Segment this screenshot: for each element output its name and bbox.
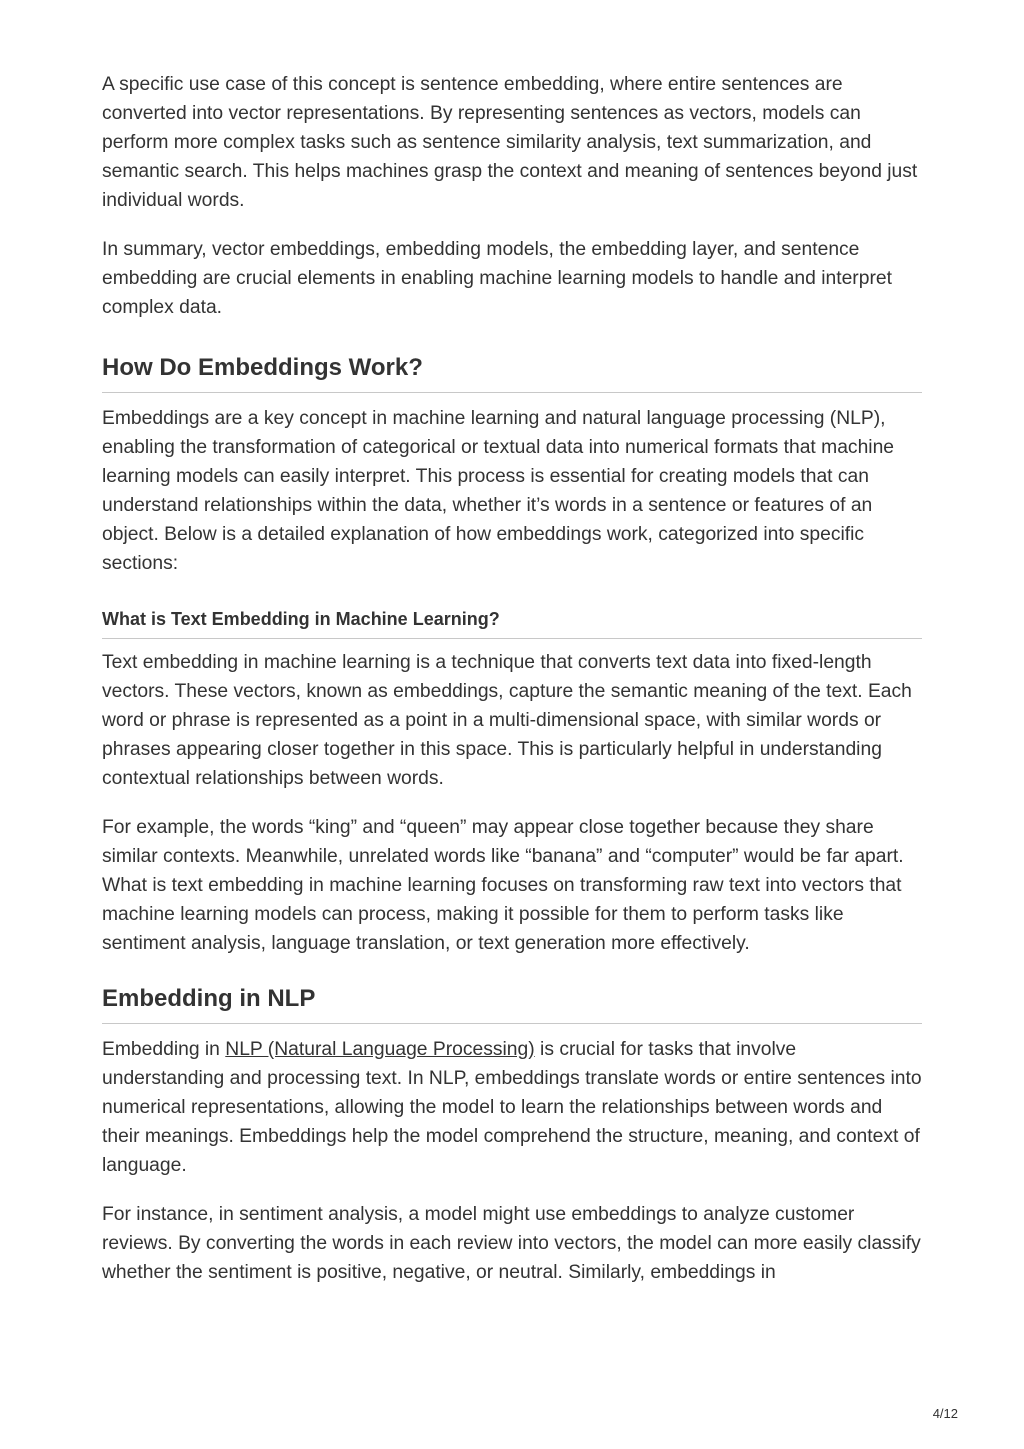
- section-heading: How Do Embeddings Work?: [102, 353, 922, 393]
- paragraph: A specific use case of this concept is sentence embedding, where entire sentences are converted into vector representations. By representing sentences as vectors, models can perform more complex tasks such as sentence similarity analysis, text summarization, and semantic search. This helps machines grasp the context and meaning of sentences beyond just individual words.: [102, 74, 918, 211]
- subsection-heading: What is Text Embedding in Machine Learning?: [102, 607, 922, 639]
- paragraph: Embeddings are a key concept in machine learning and natural language processing (NLP), enabling the transformation of categorical or textual data into numerical formats that machine learning models can easily interpret. This process is essential for creating models that can understand relationships within the data, whether it’s words in a sentence or features of an object. Below is a detailed explanation of how embeddings work, categorized into specific sections:: [102, 408, 895, 574]
- section-heading: Embedding in NLP: [102, 984, 922, 1024]
- text-span: is crucial for tasks that involve understanding and processing text. In NLP, embeddings translate words or entire sentences into numerical representations, allowing the model to learn the relationships between words and their meanings. Embeddings help the model comprehend the structure, meaning, and context of language.: [102, 1039, 922, 1176]
- page-number: 4/12: [932, 1406, 958, 1421]
- paragraph: For example, the words “king” and “queen” may appear close together because they share similar contexts. Meanwhile, unrelated words like “banana” and “computer” would be far apart. What is text embedding in machine learning focuses on transforming raw text into vectors that machine learning models can process, making it possible for them to perform tasks like sentiment analysis, language translation, or text generation more effectively.: [102, 817, 904, 954]
- paragraph: Text embedding in machine learning is a technique that converts text data into fixed-length vectors. These vectors, known as embeddings, capture the semantic meaning of the text. Each word or phrase is represented as a point in a multi-dimensional space, with similar words or phrases appearing closer together in this space. This is particularly helpful in understanding contextual relationships between words.: [102, 652, 912, 789]
- paragraph: [102, 1035, 922, 1180]
- paragraph: In summary, vector embeddings, embedding models, the embedding layer, and sentence embedding are crucial elements in enabling machine learning models to handle and interpret complex data.: [102, 239, 892, 318]
- text-span: Embedding in: [102, 1039, 226, 1060]
- paragraph: For instance, in sentiment analysis, a model might use embeddings to analyze customer reviews. By converting the words in each review into vectors, the model can more easily classify whether the sentiment is positive, negative, or neutral. Similarly, embeddings in: [102, 1204, 921, 1283]
- document-page: [102, 70, 922, 1287]
- nlp-link[interactable]: NLP (Natural Language Processing): [225, 1039, 535, 1060]
